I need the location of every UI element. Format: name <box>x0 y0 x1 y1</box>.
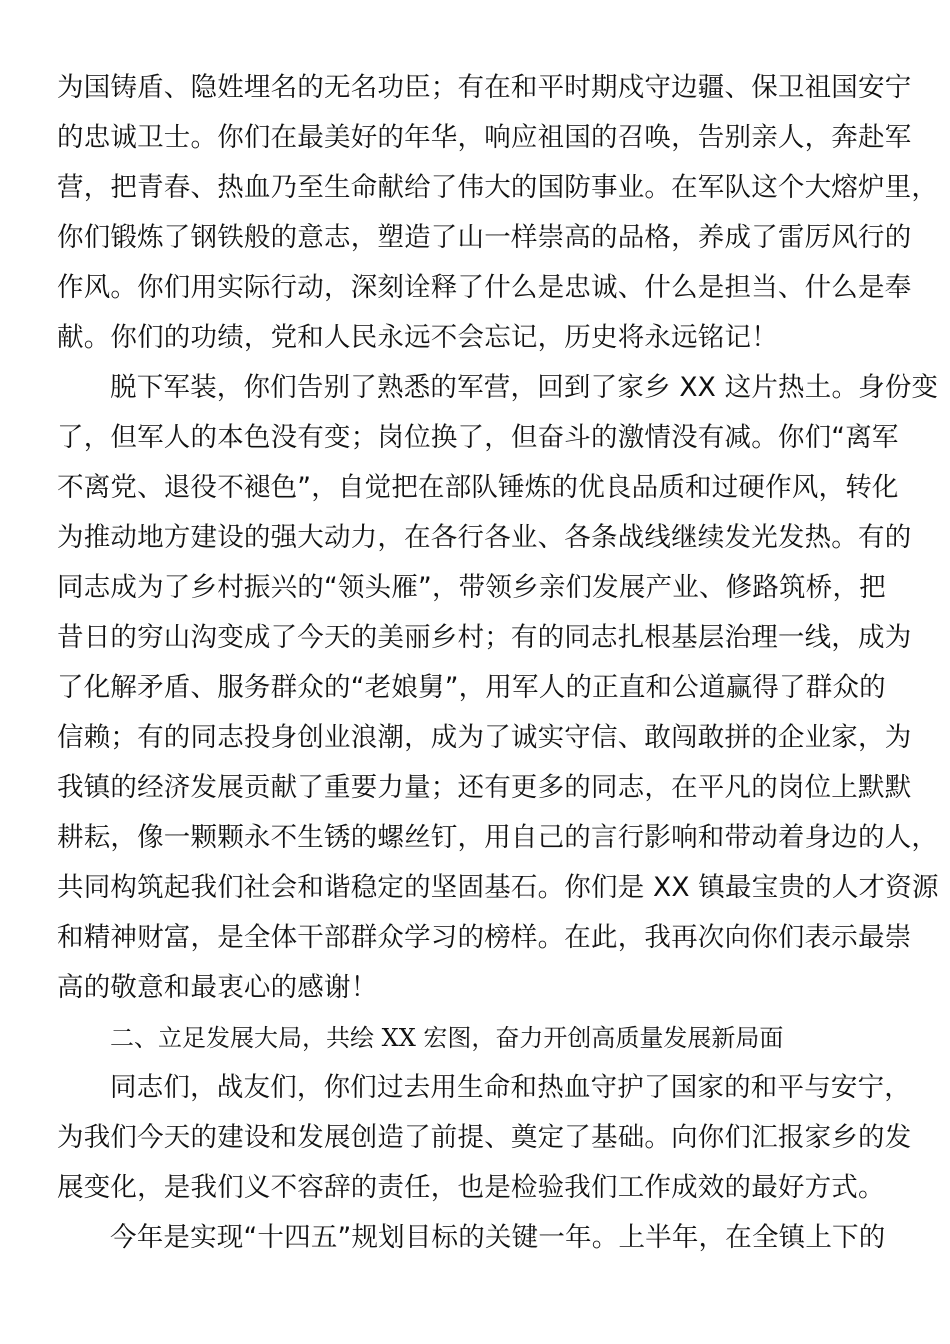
text-line-5: 作风。你们用实际行动，深刻诠释了什么是忠诚、什么是担当、什么是奉 <box>57 272 912 303</box>
text-line-4: 你们锻炼了钢铁般的意志，塑造了山一样崇高的品格，养成了雷厉风行的 <box>57 222 912 253</box>
text-line-14: 信赖；有的同志投身创业浪潮，成为了诚实守信、敢闯敢拼的企业家，为 <box>57 722 912 753</box>
text-line-8: 了，但军人的本色没有变；岗位换了，但奋斗的激情没有减。你们“离军 <box>57 422 899 453</box>
text-line-13: 了化解矛盾、服务群众的“老娘舅”，用军人的正直和公道赢得了群众的 <box>57 672 886 703</box>
text-line-17: 共同构筑起我们社会和谐稳定的坚固基石。你们是 XX 镇最宝贵的人才资源 <box>57 872 939 903</box>
text-line-9: 不离党、退役不褪色”，自觉把在部队锤炼的优良品质和过硬作风，转化 <box>57 472 899 503</box>
text-line-19: 高的敬意和最衷心的感谢！ <box>57 972 378 1003</box>
section-heading: 二、立足发展大局，共绘 XX 宏图，奋力开创高质量发展新局面 <box>110 1024 784 1052</box>
text-line-18: 和精神财富，是全体干部群众学习的榜样。在此，我再次向你们表示最崇 <box>57 922 912 953</box>
text-line-11: 同志成为了乡村振兴的“领头雁”，带领乡亲们发展产业、修路筑桥，把 <box>57 572 886 603</box>
text-line-3: 营，把青春、热血乃至生命献给了伟大的国防事业。在军队这个大熔炉里， <box>57 172 939 203</box>
text-line-10: 为推动地方建设的强大动力，在各行各业、各条战线继续发光发热。有的 <box>57 522 912 553</box>
text-line-7: 脱下军装，你们告别了熟悉的军营，回到了家乡 XX 这片热土。身份变 <box>110 372 939 403</box>
text-line-2: 的忠诚卫士。你们在最美好的年华，响应祖国的召唤，告别亲人，奔赴军 <box>57 122 912 153</box>
text-line-6: 献。你们的功绩，党和人民永远不会忘记，历史将永远铭记！ <box>57 322 778 353</box>
text-line-12: 昔日的穷山沟变成了今天的美丽乡村；有的同志扎根基层治理一线，成为 <box>57 622 912 653</box>
text-line-22: 为我们今天的建设和发展创造了前提、奠定了基础。向你们汇报家乡的发 <box>57 1122 912 1153</box>
text-line-15: 我镇的经济发展贡献了重要力量；还有更多的同志，在平凡的岗位上默默 <box>57 772 912 803</box>
text-line-23: 展变化，是我们义不容辞的责任，也是检验我们工作成效的最好方式。 <box>57 1172 885 1203</box>
text-line-16: 耕耘，像一颗颗永不生锈的螺丝钉，用自己的言行影响和带动着身边的人， <box>57 822 939 853</box>
text-line-1: 为国铸盾、隐姓埋名的无名功臣；有在和平时期戍守边疆、保卫祖国安宁 <box>57 72 912 103</box>
text-line-24: 今年是实现“十四五”规划目标的关键一年。上半年，在全镇上下的 <box>110 1222 886 1253</box>
text-line-21: 同志们，战友们，你们过去用生命和热血守护了国家的和平与安宁， <box>110 1072 911 1103</box>
